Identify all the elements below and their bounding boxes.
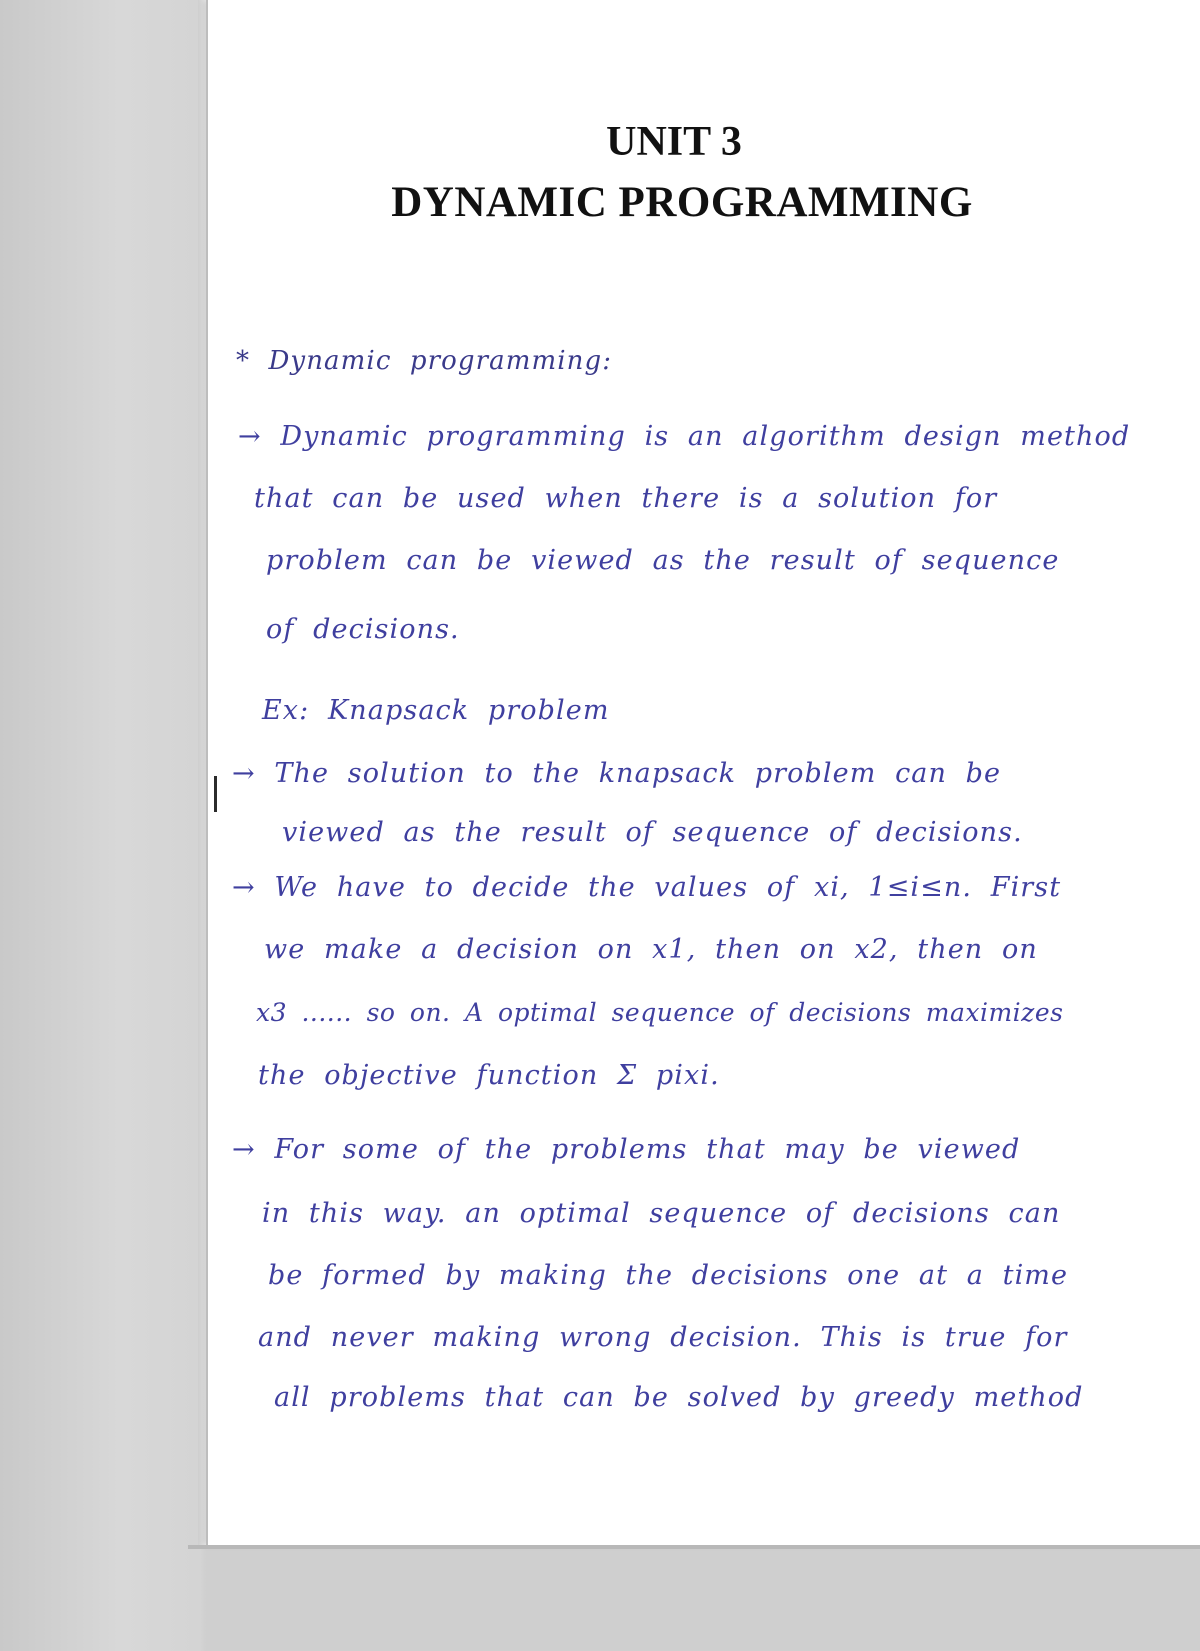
note-line: → Dynamic programming is an algorithm design method	[238, 421, 1131, 452]
unit-title: UNIT 3	[606, 119, 742, 165]
note-line: x3 ...... so on. A optimal sequence of decisions maximizes	[256, 998, 1064, 1027]
note-line: → For some of the problems that may be viewed	[232, 1134, 1021, 1165]
margin-mark	[214, 776, 217, 812]
note-line: and never making wrong decision. This is true for	[258, 1322, 1068, 1353]
page-bottom-edge	[188, 1545, 1200, 1549]
note-line: Ex: Knapsack problem	[262, 695, 610, 726]
note-line: in this way. an optimal sequence of decisions can	[262, 1198, 1061, 1229]
note-line: all problems that can be solved by greedy method	[274, 1382, 1084, 1413]
note-line: of decisions.	[266, 614, 460, 645]
note-line: we make a decision on x1, then on x2, then on	[264, 934, 1038, 965]
chapter-title: DYNAMIC PROGRAMMING	[391, 179, 973, 226]
page-spine-edge	[198, 0, 208, 1548]
note-line: → The solution to the knapsack problem can be	[232, 758, 1002, 789]
note-line: that can be used when there is a solution for	[254, 483, 998, 514]
note-line: problem can be viewed as the result of sequence	[266, 545, 1060, 576]
note-line: the objective function Σ pixi.	[258, 1060, 720, 1091]
note-line: → We have to decide the values of xi, 1≤i≤n. First	[232, 872, 1062, 903]
note-line: be formed by making the decisions one at a time	[268, 1260, 1069, 1291]
note-line: viewed as the result of sequence of decisions.	[282, 817, 1023, 848]
notes-heading: * Dynamic programming:	[236, 346, 613, 376]
